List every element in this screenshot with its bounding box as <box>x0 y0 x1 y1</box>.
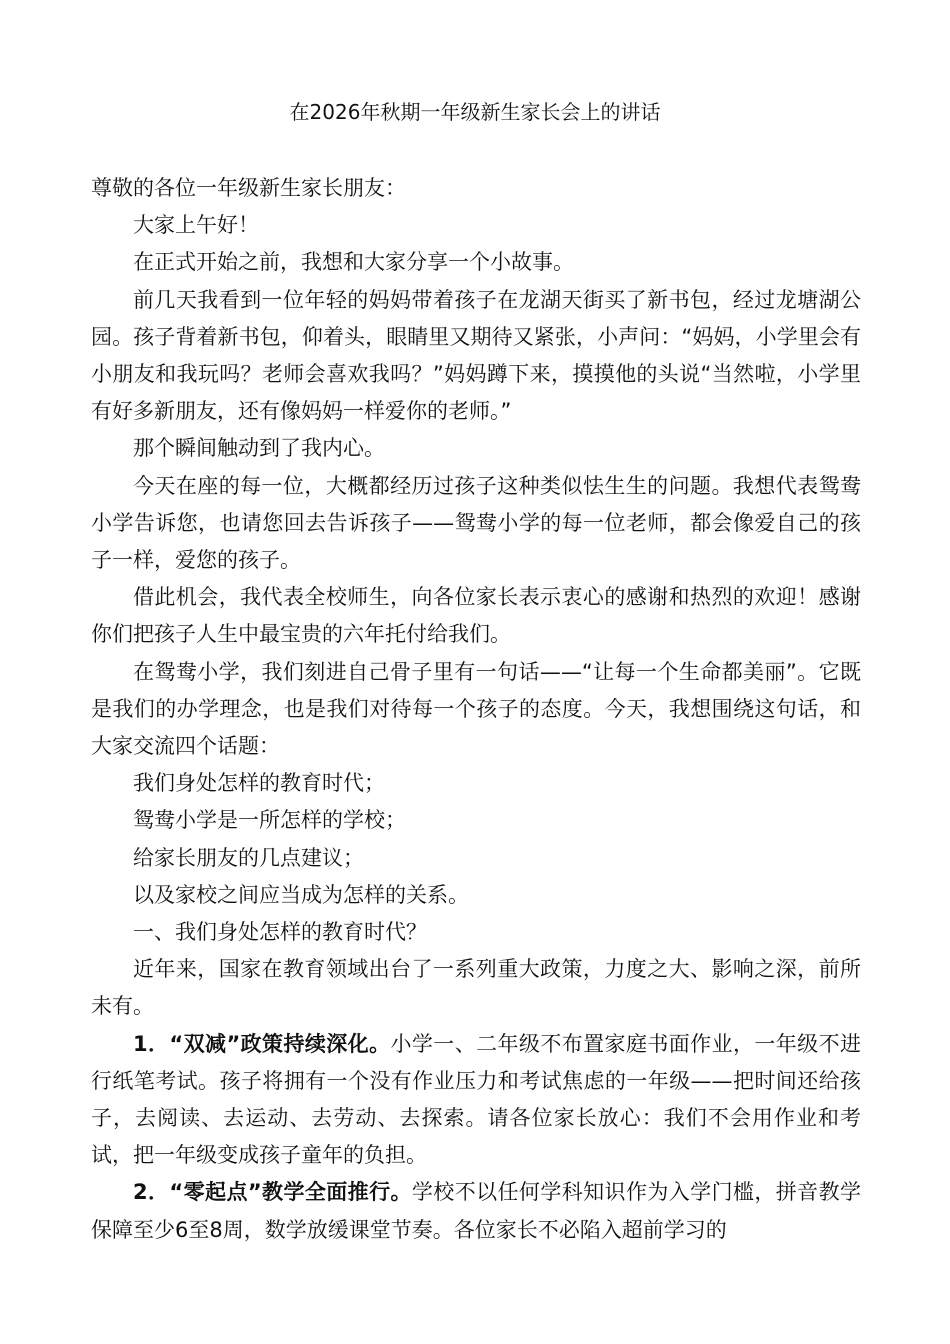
policy-paragraph <box>91 1174 861 1248</box>
topic-item: 给家长朋友的几点建议； <box>133 845 364 870</box>
salutation: 尊敬的各位一年级新生家长朋友： <box>91 176 406 200</box>
paragraph: 那个瞬间触动到了我内心。 <box>133 436 385 461</box>
paragraph: 在正式开始之前，我想和大家分享一个小故事。 <box>133 250 574 275</box>
paragraph: 前几天我看到一位年轻的妈妈带着孩子在龙湖天街买了新书包，经过龙塘湖公园。孩子背着新书包，仰着头，眼睛里又期待又紧张，小声问：“妈妈，小学里会有小朋友和我玩吗？老师会喜欢我吗？”妈妈蹲下来，摸摸他的头说“当然啦，小学里有好多新朋友，还有像妈妈一样爱你的老师。” <box>91 287 861 424</box>
paragraph: 在鸳鸯小学，我们刻进自己骨子里有一句话——“让每一个生命都美丽”。它既是我们的办学理念，也是我们对待每一个孩子的态度。今天，我想围绕这句话，和大家交流四个话题： <box>91 659 861 759</box>
paragraph: 近年来，国家在教育领域出台了一系列重大政策，力度之大、影响之深，前所未有。 <box>91 957 861 1019</box>
topic-item: 鸳鸯小学是一所怎样的学校； <box>133 808 406 833</box>
paragraph: 大家上午好！ <box>133 213 259 238</box>
document-body <box>91 170 861 1249</box>
policy-text: 学校不以任何学科知识作为入学门槛，拼音教学保障至少6至8周，数学放缓课堂节奏。各位家长不必陷入超前学习的 <box>91 1180 861 1242</box>
policy-heading: 2．“零起点”教学全面推行。 <box>133 1180 412 1205</box>
topic-item: 以及家校之间应当成为怎样的关系。 <box>133 882 469 907</box>
paragraph: 今天在座的每一位，大概都经历过孩子这种类似怯生生的问题。我想代表鸳鸯小学告诉您，也请您回去告诉孩子——鸳鸯小学的每一位老师，都会像爱自己的孩子一样，爱您的孩子。 <box>91 473 861 573</box>
document-title: 在2026年秋期一年级新生家长会上的讲话 <box>289 100 661 124</box>
section-heading: 一、我们身处怎样的教育时代？ <box>133 920 427 945</box>
policy-heading: 1．“双减”政策持续深化。 <box>133 1031 391 1056</box>
topic-item: 我们身处怎样的教育时代； <box>133 771 385 796</box>
policy-paragraph <box>91 1026 861 1175</box>
paragraph: 借此机会，我代表全校师生，向各位家长表示衷心的感谢和热烈的欢迎！感谢你们把孩子人生中最宝贵的六年托付给我们。 <box>91 585 861 647</box>
policy-text: 小学一、二年级不布置家庭书面作业，一年级不进行纸笔考试。孩子将拥有一个没有作业压力和考试焦虑的一年级——把时间还给孩子，去阅读、去运动、去劳动、去探索。请各位家长放心：我们不会用作业和考试，把一年级变成孩子童年的负担。 <box>91 1031 861 1168</box>
